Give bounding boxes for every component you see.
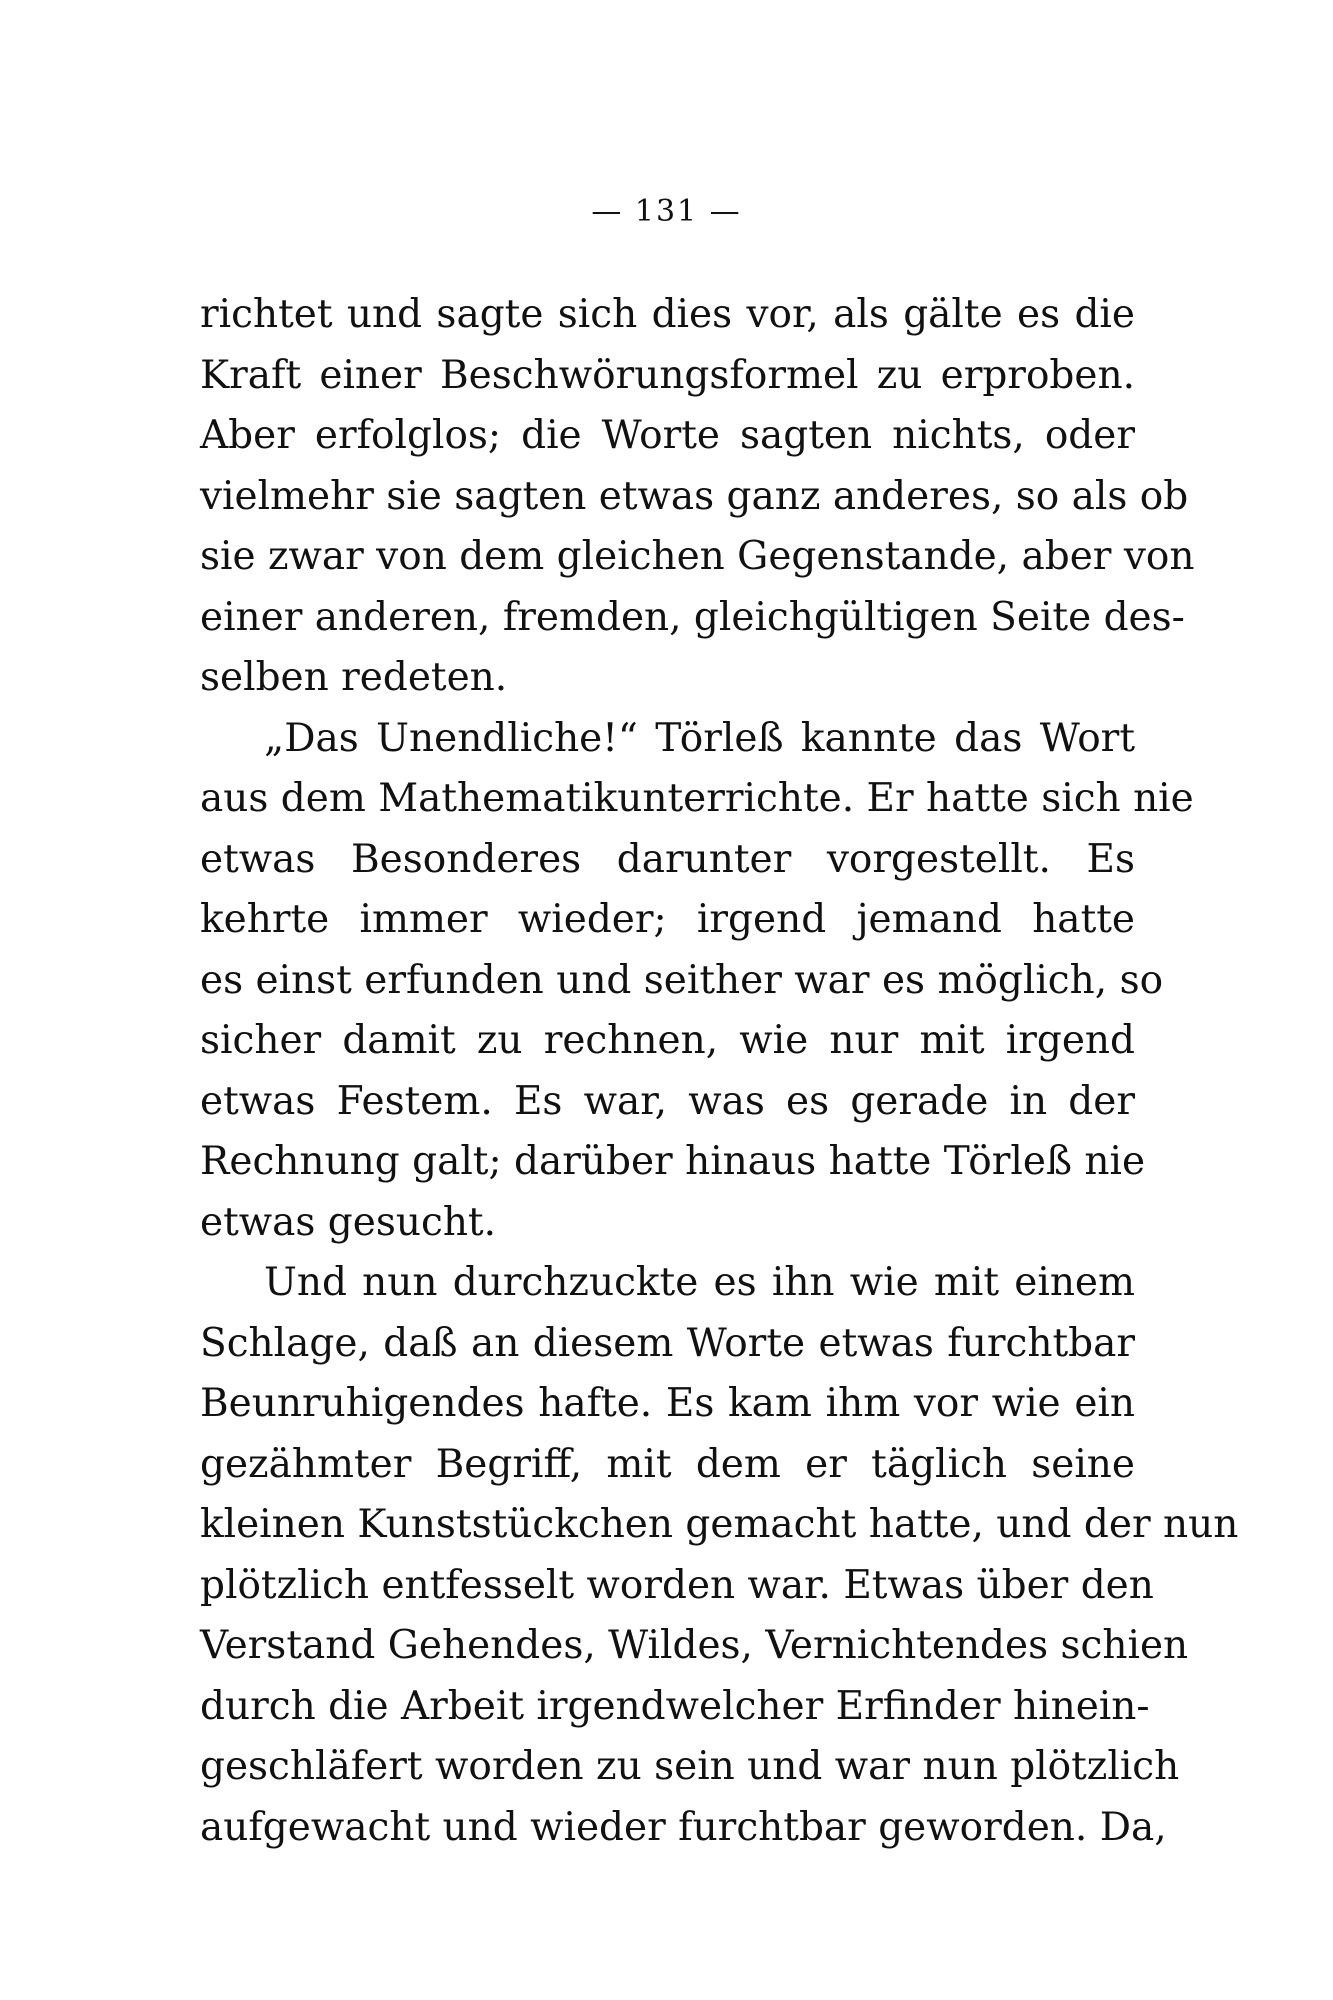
text-line: kleinen Kunststückchen gemacht hatte, und der nun bbox=[200, 1502, 1239, 1547]
text-line: etwas Festem. Es war, was es gerade in der bbox=[200, 1078, 1135, 1124]
text-line: einer anderen, fremden, gleichgültigen Seite des- bbox=[200, 594, 1185, 640]
text-line: sicher damit zu rechnen, wie nur mit irgend bbox=[200, 1018, 1135, 1063]
text-line: sie zwar von dem gleichen Gegenstande, aber von bbox=[200, 534, 1195, 579]
text-line: es einst erfunden und seither war es möglich, so bbox=[200, 957, 1164, 1003]
text-line: Rechnung galt; darüber hinaus hatte Törleß nie bbox=[200, 1139, 1146, 1184]
text-line: vielmehr sie sagten etwas ganz anderes, so als ob bbox=[200, 473, 1189, 519]
text-line: Aber erfolglos; die Worte sagten nichts, oder bbox=[200, 413, 1135, 458]
text-line: etwas Besonderes darunter vorgestellt. Es bbox=[200, 836, 1135, 882]
text-line: geschläfert worden zu sein und war nun plötzlich bbox=[200, 1744, 1180, 1789]
text-line: selben redeten. bbox=[200, 655, 508, 700]
text-line: kehrte immer wieder; irgend jemand hatte bbox=[200, 897, 1135, 942]
text-line: aus dem Mathematikunterrichte. Er hatte sich nie bbox=[200, 776, 1194, 821]
page-number: — 131 — bbox=[591, 194, 742, 229]
text-line: plötzlich entfesselt worden war. Etwas über den bbox=[200, 1562, 1154, 1608]
text-line: etwas gesucht. bbox=[200, 1199, 497, 1245]
text-line: Kraft einer Beschwörungsformel zu erproben. bbox=[200, 352, 1135, 398]
text-line: Schlage, daß an diesem Worte etwas furchtbar bbox=[200, 1320, 1135, 1366]
text-line: richtet und sagte sich dies vor, als gälte es die bbox=[200, 292, 1135, 337]
body-text bbox=[200, 285, 1239, 1858]
text-line: Beunruhigendes hafte. Es kam ihm vor wie ein bbox=[200, 1381, 1135, 1426]
paragraph-start-line: „Das Unendliche!“ Törleß kannte das Wort bbox=[264, 715, 1135, 761]
text-line: durch die Arbeit irgendwelcher Erfinder hinein- bbox=[200, 1683, 1150, 1729]
paragraph-start-line: Und nun durchzuckte es ihn wie mit einem bbox=[264, 1260, 1135, 1305]
text-line: gezähmter Begriff, mit dem er täglich seine bbox=[200, 1441, 1135, 1487]
text-line: Verstand Gehendes, Wildes, Vernichtendes schien bbox=[200, 1623, 1189, 1668]
text-line: aufgewacht und wieder furchtbar geworden. Da, bbox=[200, 1804, 1167, 1850]
